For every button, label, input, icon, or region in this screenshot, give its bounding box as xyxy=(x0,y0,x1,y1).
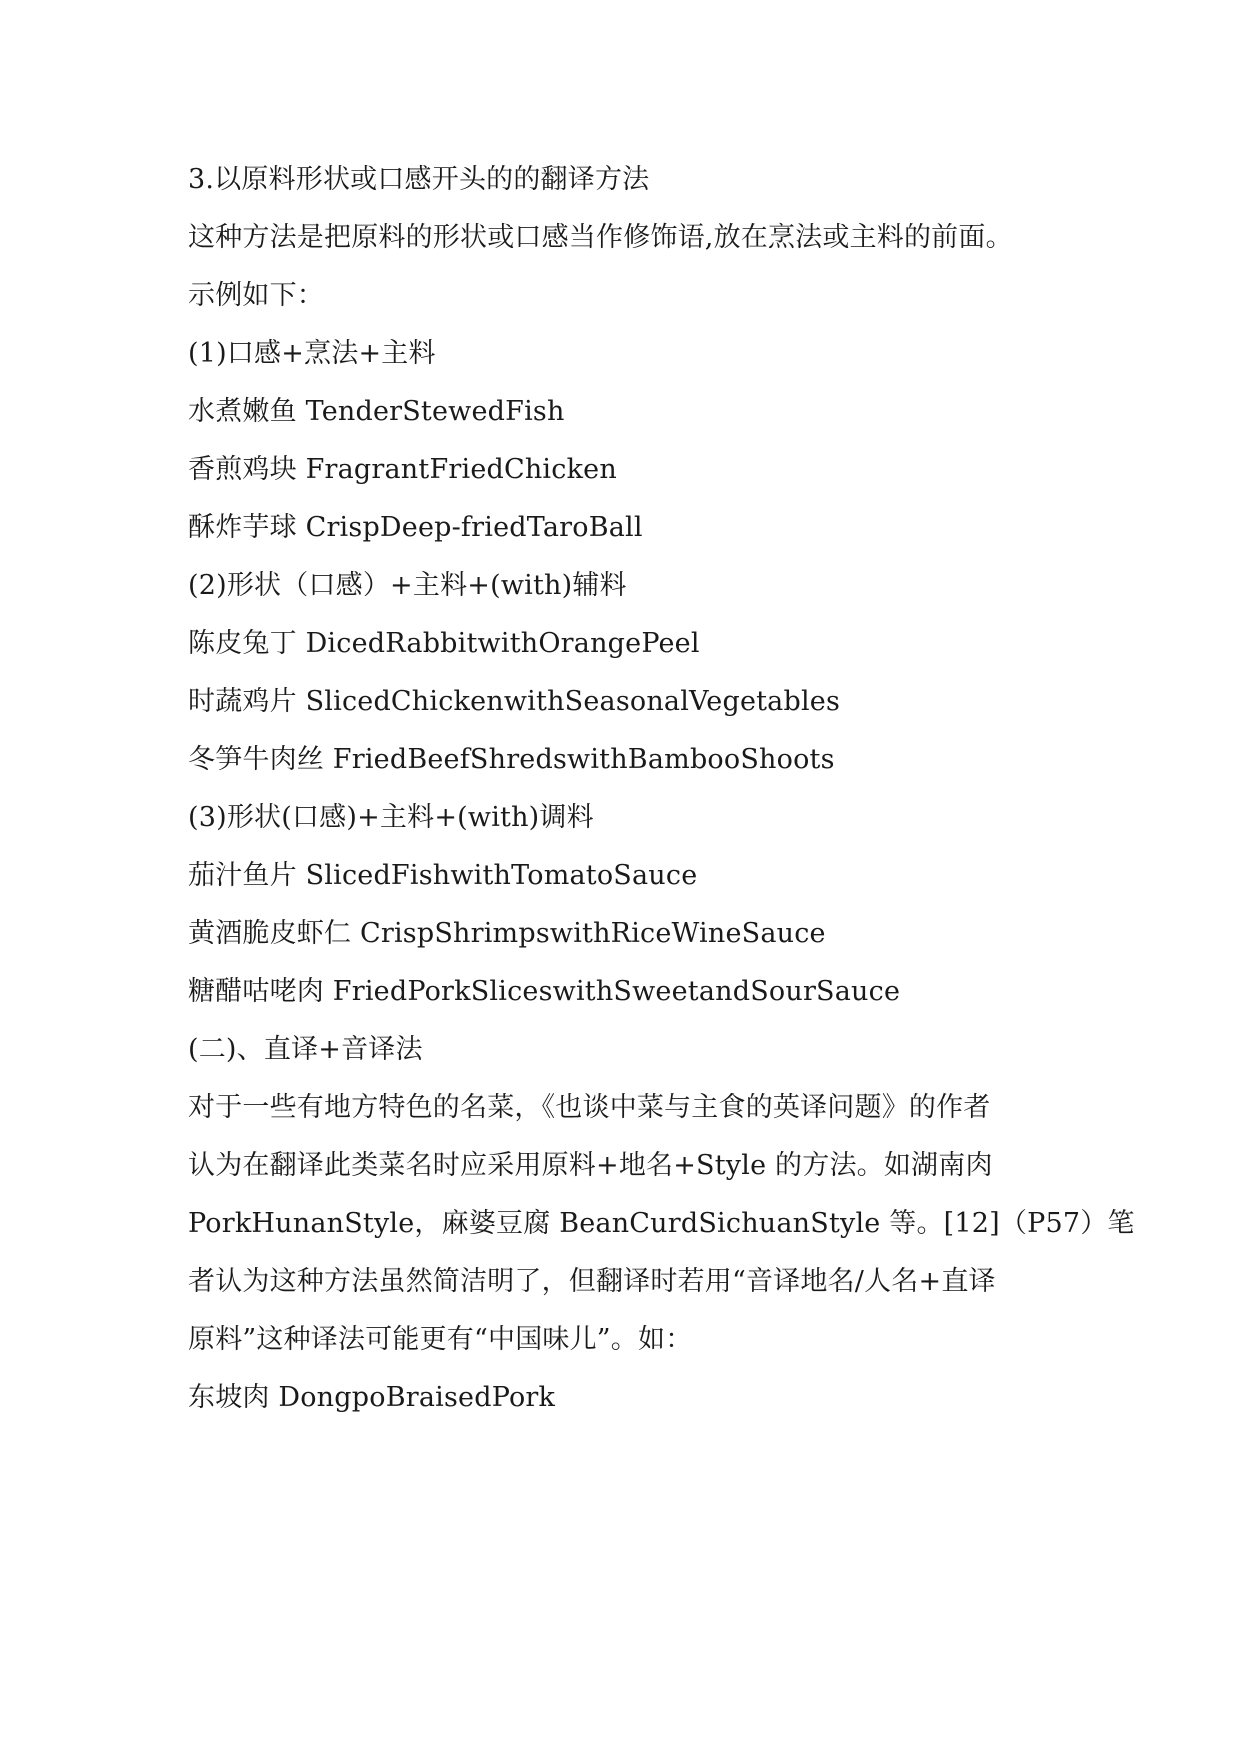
dish-example: 茄汁鱼片 SlicedFishwithTomatoSauce xyxy=(188,860,698,891)
dish-example: 糖醋咕咾肉 FriedPorkSliceswithSweetandSourSauce xyxy=(188,976,901,1007)
dish-example: 东坡肉 DongpoBraisedPork xyxy=(188,1382,556,1413)
paragraph-line: 者认为这种方法虽然简洁明了，但翻译时若用“音译地名/人名+直译 xyxy=(188,1266,996,1297)
pattern-heading-2: (2)形状（口感）+主料+(with)辅料 xyxy=(188,570,627,601)
section-heading-3: 3.以原料形状或口感开头的的翻译方法 xyxy=(188,164,650,195)
dish-example: 陈皮兔丁 DicedRabbitwithOrangePeel xyxy=(188,628,700,659)
dish-example: 酥炸芋球 CrispDeep-friedTaroBall xyxy=(188,512,643,543)
dish-example: 水煮嫩鱼 TenderStewedFish xyxy=(188,396,565,427)
paragraph-line: 这种方法是把原料的形状或口感当作修饰语,放在烹法或主料的前面。 xyxy=(188,222,1013,253)
pattern-heading-3: (3)形状(口感)+主料+(with)调料 xyxy=(188,802,594,833)
pattern-heading-1: (1)口感+烹法+主料 xyxy=(188,338,436,369)
paragraph-line: 认为在翻译此类菜名时应采用原料+地名+Style 的方法。如湖南肉 xyxy=(188,1150,993,1181)
paragraph-line: PorkHunanStyle，麻婆豆腐 BeanCurdSichuanStyle 等。[12]（P57）笔 xyxy=(188,1208,1135,1239)
paragraph-line: 示例如下： xyxy=(188,280,324,311)
paragraph-line: 对于一些有地方特色的名菜，《也谈中菜与主食的英译问题》的作者 xyxy=(188,1092,991,1123)
paragraph-line: 原料”这种译法可能更有“中国味儿”。如： xyxy=(188,1324,693,1355)
dish-example: 冬笋牛肉丝 FriedBeefShredswithBambooShoots xyxy=(188,744,835,775)
dish-example: 黄酒脆皮虾仁 CrispShrimpswithRiceWineSauce xyxy=(188,918,826,949)
section-heading-2: (二)、直译+音译法 xyxy=(188,1034,423,1065)
dish-example: 时蔬鸡片 SlicedChickenwithSeasonalVegetables xyxy=(188,686,841,717)
dish-example: 香煎鸡块 FragrantFriedChicken xyxy=(188,454,617,485)
